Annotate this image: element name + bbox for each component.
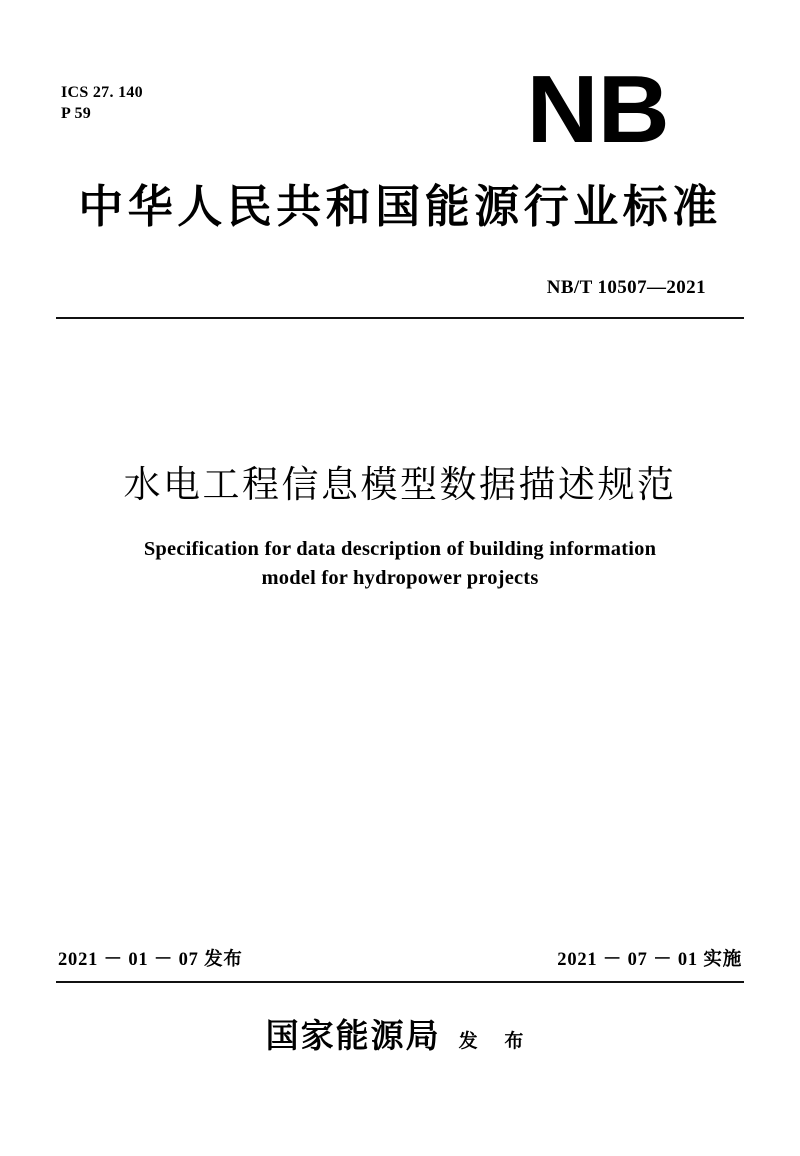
ics-code: ICS 27. 140	[61, 84, 143, 101]
header-divider-rule	[56, 317, 744, 319]
classification-code: P 59	[61, 105, 92, 123]
dates-row	[58, 945, 742, 971]
standard-number: NB/T 10507—2021	[546, 277, 706, 298]
implementation-date: 2021 － 07 － 01 实施	[557, 950, 742, 970]
title-block	[56, 462, 744, 593]
title-english-line-2: model for hydropower projects	[261, 567, 539, 590]
publisher-organization: 国家能源局	[265, 1019, 441, 1055]
title-english-line-1: Specification for data description of building information	[143, 538, 657, 561]
title-chinese: 水电工程信息模型数据描述规范	[123, 464, 677, 505]
nb-emblem: NB	[526, 56, 669, 163]
footer-divider-rule	[56, 981, 744, 983]
issue-date: 2021 － 01 － 07 发布	[58, 950, 243, 970]
standard-meta-block	[61, 82, 143, 124]
publisher-line	[0, 1010, 800, 1057]
title-english	[56, 535, 744, 593]
publisher-action: 发 布	[458, 1031, 535, 1052]
standard-series-title: 中华人民共和国能源行业标准	[78, 182, 722, 232]
